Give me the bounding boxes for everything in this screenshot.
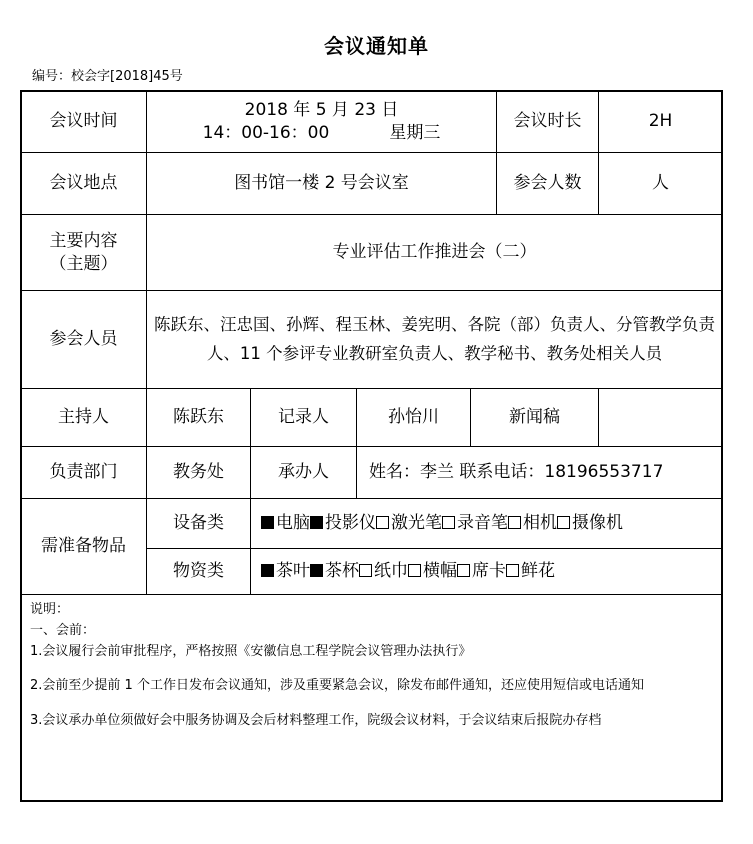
notes-section-title: 一、会前： <box>30 622 96 638</box>
equipment-option-label: 相机 <box>523 513 557 534</box>
label-attendees: 参会人员 <box>49 329 118 350</box>
supplies-option-label: 横幅 <box>423 561 457 582</box>
meeting-duration: 2H <box>648 111 673 132</box>
dept-name: 教务处 <box>173 462 224 483</box>
equipment-option[interactable] <box>508 513 557 533</box>
supplies-option-label: 席卡 <box>472 561 506 582</box>
supplies-option-label: 纸巾 <box>374 561 408 582</box>
equipment-options <box>251 499 722 548</box>
checked-box-icon[interactable] <box>261 516 274 529</box>
checked-box-icon[interactable] <box>261 564 274 577</box>
supplies-options <box>251 549 722 594</box>
label-host: 主持人 <box>58 407 109 428</box>
unchecked-box-icon[interactable] <box>506 564 519 577</box>
supplies-option[interactable] <box>408 561 457 581</box>
meeting-time <box>147 91 496 152</box>
supplies-option[interactable] <box>359 561 408 581</box>
attendees-count: 人 <box>652 173 669 194</box>
label-recorder: 记录人 <box>278 407 329 428</box>
equipment-option[interactable] <box>442 513 508 533</box>
supplies-option-label: 茶叶 <box>276 561 310 582</box>
label-content-line1: 主要内容 <box>49 231 118 252</box>
note-item: 1.会议履行会前审批程序，严格按照《安徽信息工程学院会议管理办法执行》 <box>30 643 472 659</box>
equipment-option-label: 激光笔 <box>391 513 442 534</box>
equipment-option-label: 电脑 <box>276 513 310 534</box>
equipment-option[interactable] <box>376 513 442 533</box>
checked-box-icon[interactable] <box>310 516 323 529</box>
unchecked-box-icon[interactable] <box>557 516 570 529</box>
meeting-topic: 专业评估工作推进会（二） <box>332 242 537 263</box>
label-location: 会议地点 <box>49 173 118 194</box>
label-equipment: 设备类 <box>173 513 224 534</box>
meeting-weekday: 星期三 <box>389 122 441 143</box>
equipment-checklist <box>261 512 623 534</box>
note-item: 2.会前至少提前 1 个工作日发布会议通知，涉及重要紧急会议，除发布邮件通知，还应使用短信或电话通知 <box>30 678 644 694</box>
label-organizer: 承办人 <box>278 462 329 483</box>
supplies-option-label: 茶杯 <box>325 561 359 582</box>
equipment-option[interactable] <box>261 513 310 533</box>
meeting-hours: 14：00-16：00 <box>202 122 330 143</box>
supplies-option[interactable] <box>506 561 555 581</box>
label-duration: 会议时长 <box>513 111 582 132</box>
unchecked-box-icon[interactable] <box>457 564 470 577</box>
attendees-list: 陈跃东、汪忠国、孙辉、程玉林、姜宪明、各院（部）负责人、分管教学负责人、11 个参评专业教研室负责人、教学秘书、教务处相关人员 <box>154 314 715 363</box>
equipment-option-label: 摄像机 <box>572 513 623 534</box>
host-name: 陈跃东 <box>173 407 224 428</box>
notes-section <box>30 600 720 732</box>
meeting-time-range <box>203 122 441 144</box>
document-number: 编号：校会字[2018]45号 <box>32 69 183 84</box>
recorder-name: 孙怡川 <box>388 407 439 428</box>
label-content-line2: （主题） <box>49 253 118 274</box>
meeting-date: 2018 年 5 月 23 日 <box>244 100 399 121</box>
equipment-option[interactable] <box>310 513 376 533</box>
equipment-option-label: 投影仪 <box>325 513 376 534</box>
unchecked-box-icon[interactable] <box>442 516 455 529</box>
label-content <box>21 215 146 290</box>
label-time: 会议时间 <box>49 111 118 132</box>
label-dept: 负责部门 <box>49 462 118 483</box>
unchecked-box-icon[interactable] <box>408 564 421 577</box>
label-supplies: 物资类 <box>173 561 224 582</box>
unchecked-box-icon[interactable] <box>508 516 521 529</box>
page-title: 会议通知单 <box>324 34 429 58</box>
press-release <box>599 389 722 446</box>
meeting-location: 图书馆一楼 2 号会议室 <box>234 173 409 194</box>
supplies-option-label: 鲜花 <box>521 561 555 582</box>
label-attendees-count: 参会人数 <box>513 173 582 194</box>
supplies-option[interactable] <box>261 561 310 581</box>
supplies-option[interactable] <box>310 561 359 581</box>
supplies-option[interactable] <box>457 561 506 581</box>
equipment-option[interactable] <box>557 513 623 533</box>
unchecked-box-icon[interactable] <box>359 564 372 577</box>
checked-box-icon[interactable] <box>310 564 323 577</box>
note-item: 3.会议承办单位须做好会中服务协调及会后材料整理工作，院级会议材料，于会议结束后报院办存档 <box>30 713 602 729</box>
unchecked-box-icon[interactable] <box>376 516 389 529</box>
label-press: 新闻稿 <box>509 407 560 428</box>
supplies-checklist <box>261 560 555 582</box>
label-prep: 需准备物品 <box>41 536 126 557</box>
equipment-option-label: 录音笔 <box>457 513 508 534</box>
notes-heading: 说明： <box>30 602 70 617</box>
row-divider <box>20 594 723 595</box>
organizer-contact: 姓名：李兰 联系电话：18196553717 <box>369 462 664 483</box>
